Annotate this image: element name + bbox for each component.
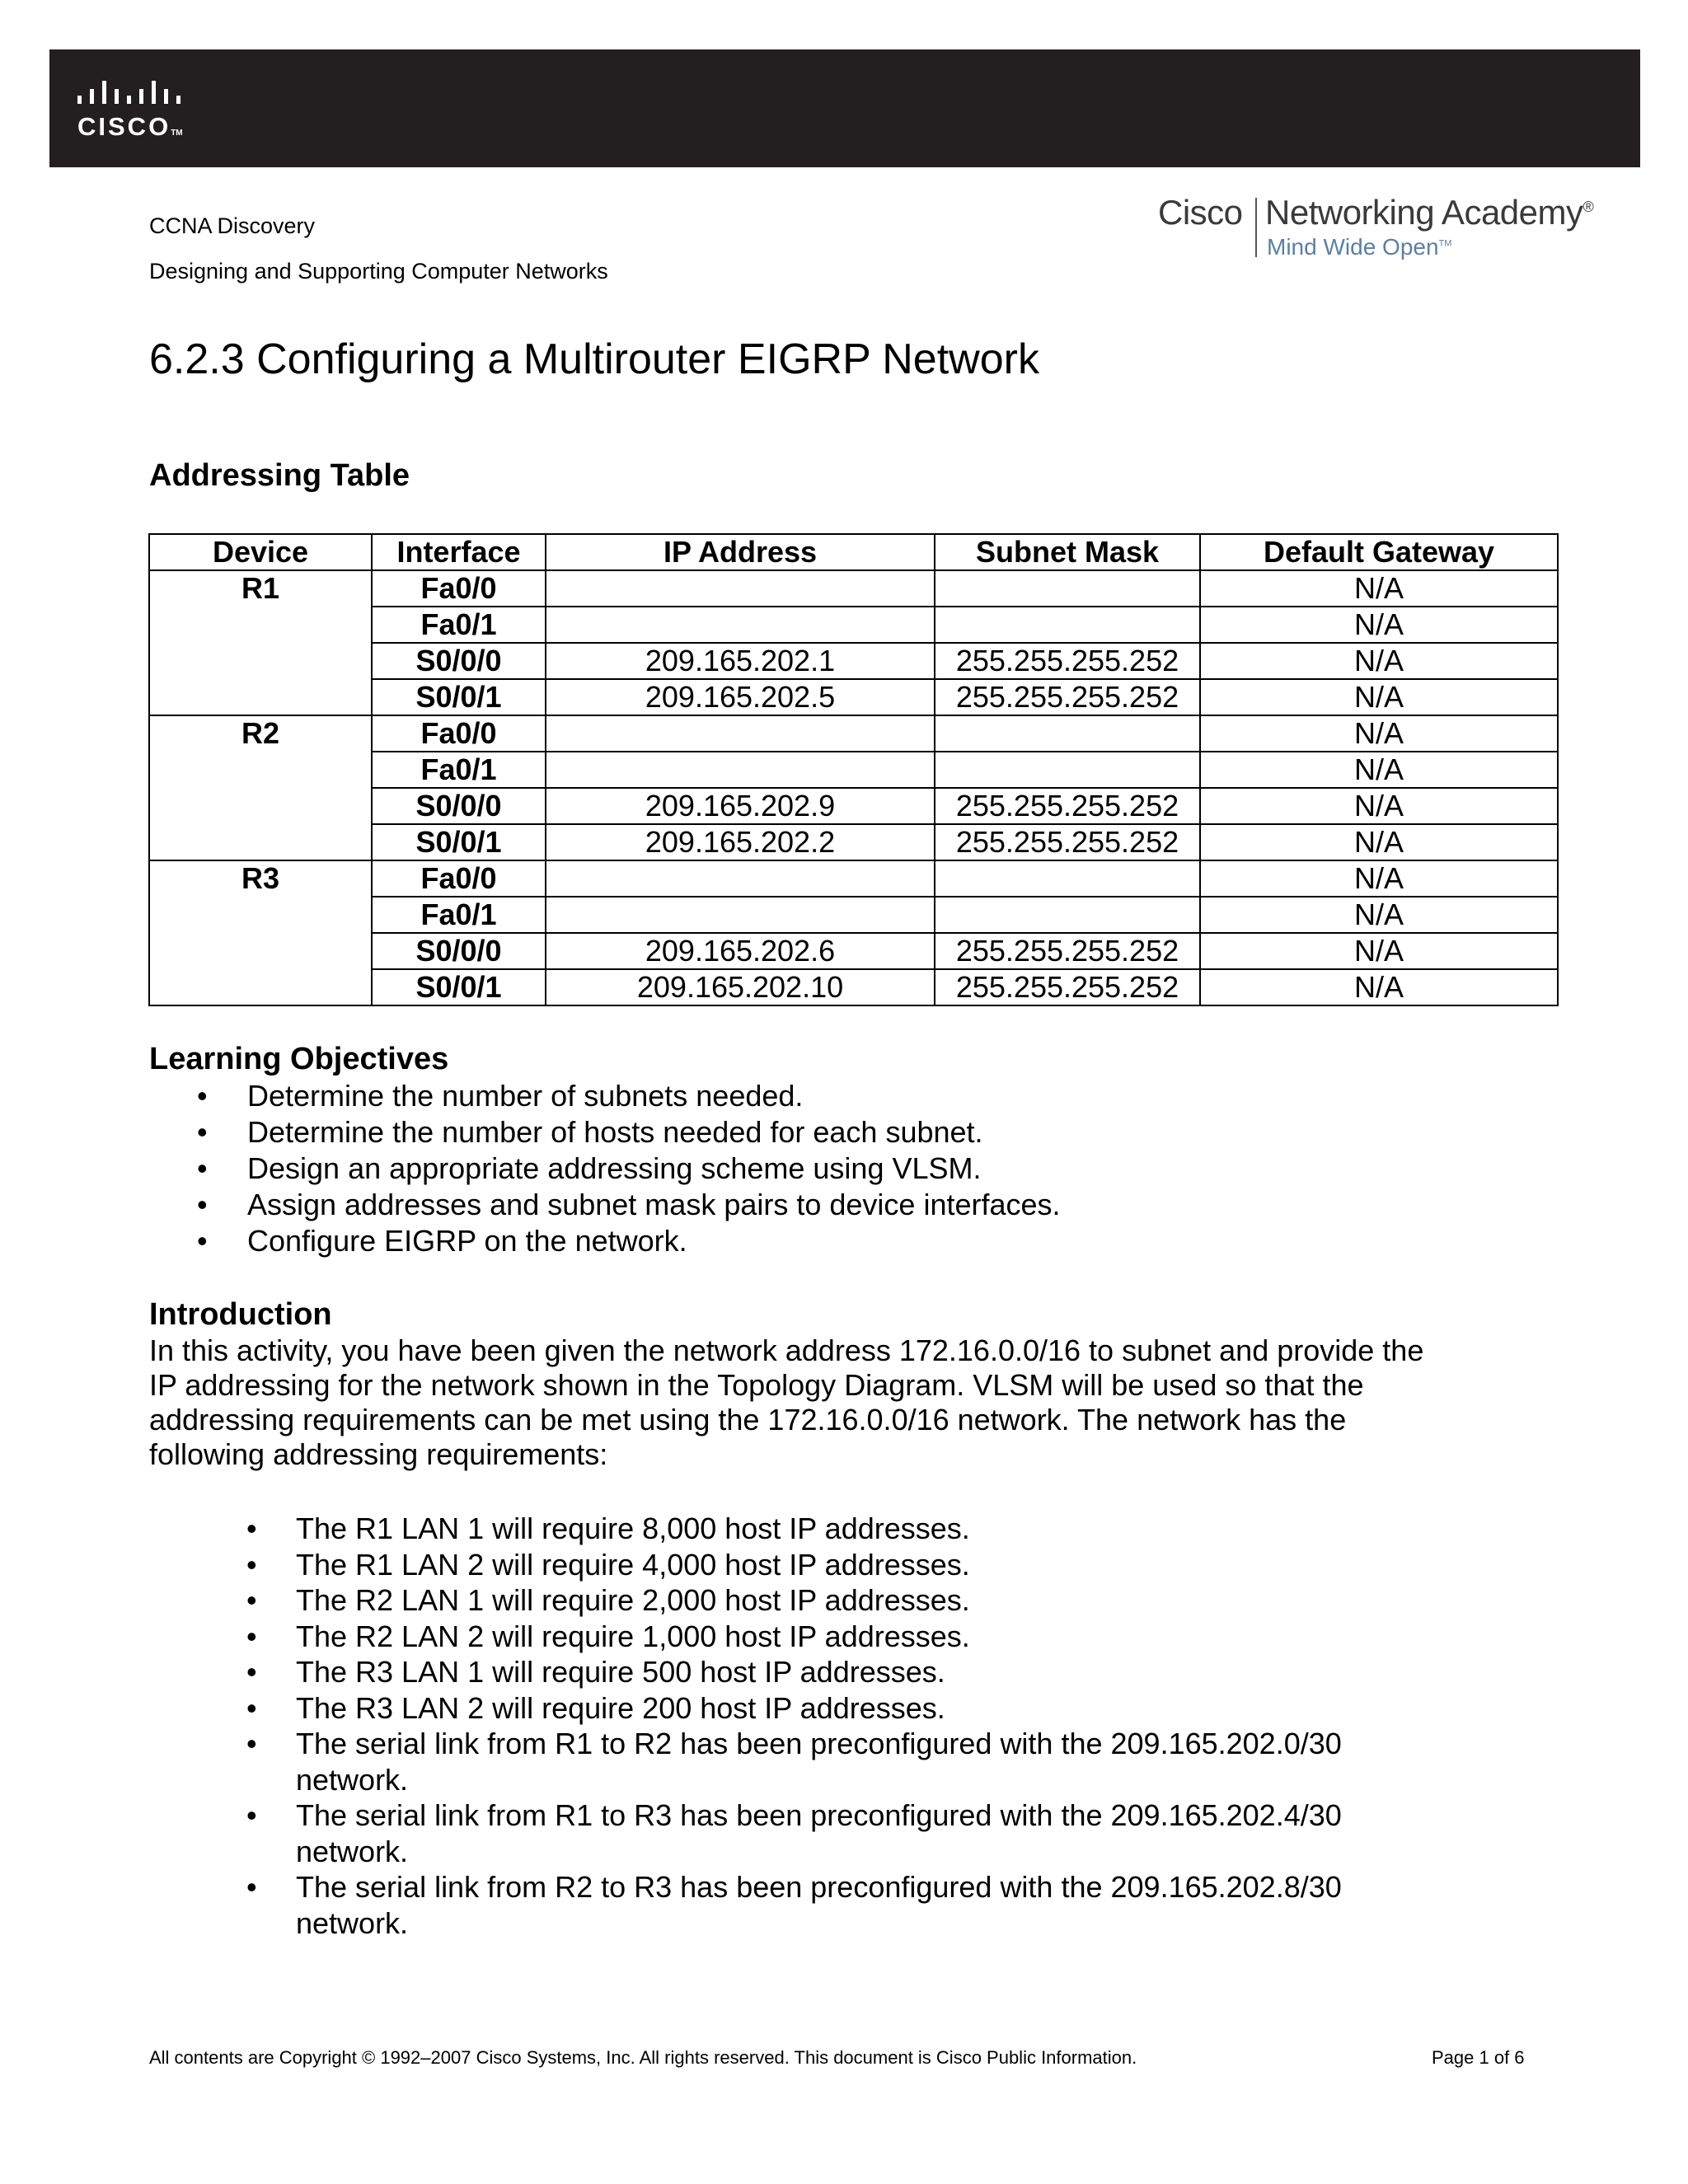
learning-objectives-heading: Learning Objectives <box>149 1042 449 1076</box>
device-cell <box>149 788 372 824</box>
requirement-item: • The R1 LAN 1 will require 8,000 host IP addresses. <box>149 1511 1386 1547</box>
interface-cell: S0/0/0 <box>372 933 546 969</box>
addressing-table-heading: Addressing Table <box>149 458 410 493</box>
introduction-heading: Introduction <box>149 1297 332 1332</box>
objective-item: • Assign addresses and subnet mask pairs to device interfaces. <box>149 1187 1061 1223</box>
addressing-table <box>148 533 1559 1006</box>
interface-cell: Fa0/0 <box>372 860 546 897</box>
requirement-item: • The serial link from R1 to R2 has been preconfigured with the 209.165.202.0/30 network. <box>149 1726 1386 1797</box>
table-row <box>149 607 1558 643</box>
default-gateway-cell: N/A <box>1200 969 1558 1005</box>
interface-cell: Fa0/1 <box>372 607 546 643</box>
device-cell <box>149 752 372 788</box>
table-row <box>149 752 1558 788</box>
default-gateway-cell: N/A <box>1200 897 1558 933</box>
introduction-paragraph: In this activity, you have been given the network address 172.16.0.0/16 to subnet and provide the IP addressing for the network shown in the Topology Diagram. VLSM will be used so that the addressing requirements can be met using the 172.16.0.0/16 network. The network has the following addressing requirements: <box>149 1333 1424 1471</box>
ip-address-cell: 209.165.202.6 <box>546 933 935 969</box>
objective-item: • Design an appropriate addressing scheme using VLSM. <box>149 1151 1061 1187</box>
device-cell <box>149 607 372 643</box>
ip-address-cell <box>546 570 935 607</box>
default-gateway-cell: N/A <box>1200 752 1558 788</box>
ip-address-cell <box>546 860 935 897</box>
subnet-mask-cell: 255.255.255.252 <box>935 788 1200 824</box>
table-row <box>149 933 1558 969</box>
default-gateway-cell: N/A <box>1200 643 1558 679</box>
column-header: Subnet Mask <box>935 534 1200 570</box>
requirement-item: • The R2 LAN 2 will require 1,000 host IP addresses. <box>149 1619 1386 1655</box>
device-cell <box>149 824 372 860</box>
ip-address-cell <box>546 752 935 788</box>
ip-address-cell: 209.165.202.1 <box>546 643 935 679</box>
subnet-mask-cell: 255.255.255.252 <box>935 824 1200 860</box>
subnet-mask-cell <box>935 715 1200 752</box>
course-name: CCNA Discovery <box>149 213 316 238</box>
subnet-mask-cell <box>935 860 1200 897</box>
interface-cell: Fa0/0 <box>372 715 546 752</box>
interface-cell: S0/0/1 <box>372 824 546 860</box>
interface-cell: S0/0/1 <box>372 969 546 1005</box>
course-subtitle: Designing and Supporting Computer Networks <box>149 259 608 284</box>
academy-brand: Cisco <box>1158 193 1243 232</box>
table-row <box>149 679 1558 715</box>
column-header: Interface <box>372 534 546 570</box>
document-title: 6.2.3 Configuring a Multirouter EIGRP Network <box>149 335 1039 383</box>
column-header: IP Address <box>546 534 935 570</box>
device-cell <box>149 933 372 969</box>
objective-item: • Configure EIGRP on the network. <box>149 1223 1061 1259</box>
ip-address-cell <box>546 897 935 933</box>
default-gateway-cell: N/A <box>1200 933 1558 969</box>
table-row <box>149 860 1558 897</box>
table-row <box>149 897 1558 933</box>
cisco-logo <box>76 77 191 143</box>
interface-cell: Fa0/0 <box>372 570 546 607</box>
ip-address-cell: 209.165.202.10 <box>546 969 935 1005</box>
header-bar <box>49 49 1640 167</box>
subnet-mask-cell <box>935 570 1200 607</box>
subnet-mask-cell: 255.255.255.252 <box>935 933 1200 969</box>
table-row <box>149 824 1558 860</box>
academy-divider <box>1255 198 1257 257</box>
table-row <box>149 643 1558 679</box>
device-cell: R3 <box>149 860 372 897</box>
networking-academy-logo <box>1158 191 1628 265</box>
default-gateway-cell: N/A <box>1200 860 1558 897</box>
table-row <box>149 788 1558 824</box>
subnet-mask-cell <box>935 752 1200 788</box>
interface-cell: Fa0/1 <box>372 752 546 788</box>
default-gateway-cell: N/A <box>1200 824 1558 860</box>
default-gateway-cell: N/A <box>1200 570 1558 607</box>
academy-name: Networking Academy® <box>1265 193 1594 232</box>
device-cell <box>149 643 372 679</box>
learning-objectives-list <box>149 1078 1061 1259</box>
default-gateway-cell: N/A <box>1200 715 1558 752</box>
device-cell <box>149 897 372 933</box>
ip-address-cell: 209.165.202.9 <box>546 788 935 824</box>
requirement-item: • The serial link from R1 to R3 has been preconfigured with the 209.165.202.4/30 network. <box>149 1797 1386 1869</box>
device-cell: R1 <box>149 570 372 607</box>
requirement-item: • The R3 LAN 2 will require 200 host IP addresses. <box>149 1690 1386 1727</box>
device-cell <box>149 679 372 715</box>
subnet-mask-cell <box>935 607 1200 643</box>
table-row <box>149 715 1558 752</box>
ip-address-cell: 209.165.202.2 <box>546 824 935 860</box>
device-cell <box>149 969 372 1005</box>
table-row <box>149 969 1558 1005</box>
requirement-item: • The serial link from R2 to R3 has been preconfigured with the 209.165.202.8/30 network. <box>149 1869 1386 1941</box>
subnet-mask-cell: 255.255.255.252 <box>935 679 1200 715</box>
interface-cell: Fa0/1 <box>372 897 546 933</box>
default-gateway-cell: N/A <box>1200 788 1558 824</box>
interface-cell: S0/0/1 <box>372 679 546 715</box>
objective-item: • Determine the number of hosts needed for each subnet. <box>149 1114 1061 1151</box>
subnet-mask-cell: 255.255.255.252 <box>935 643 1200 679</box>
page-number: Page 1 of 6 <box>1432 2047 1525 2068</box>
objective-item: • Determine the number of subnets needed. <box>149 1078 1061 1114</box>
interface-cell: S0/0/0 <box>372 643 546 679</box>
requirement-item: • The R2 LAN 1 will require 2,000 host IP addresses. <box>149 1582 1386 1619</box>
ip-address-cell: 209.165.202.5 <box>546 679 935 715</box>
requirements-list <box>149 1511 1386 1941</box>
cisco-wordmark: CISCOTM <box>77 112 183 141</box>
subnet-mask-cell <box>935 897 1200 933</box>
default-gateway-cell: N/A <box>1200 607 1558 643</box>
requirement-item: • The R1 LAN 2 will require 4,000 host IP addresses. <box>149 1547 1386 1583</box>
interface-cell: S0/0/0 <box>372 788 546 824</box>
academy-tagline: Mind Wide Open™ <box>1267 234 1452 260</box>
column-header: Default Gateway <box>1200 534 1558 570</box>
footer-copyright: All contents are Copyright © 1992–2007 Cisco Systems, Inc. All rights reserved. This document is Cisco Public Information. <box>149 2047 1137 2068</box>
table-header-row <box>149 534 1558 570</box>
column-header: Device <box>149 534 372 570</box>
default-gateway-cell: N/A <box>1200 679 1558 715</box>
subnet-mask-cell: 255.255.255.252 <box>935 969 1200 1005</box>
ip-address-cell <box>546 607 935 643</box>
device-cell: R2 <box>149 715 372 752</box>
ip-address-cell <box>546 715 935 752</box>
requirement-item: • The R3 LAN 1 will require 500 host IP addresses. <box>149 1654 1386 1690</box>
cisco-bars-icon <box>76 77 191 110</box>
table-row <box>149 570 1558 607</box>
